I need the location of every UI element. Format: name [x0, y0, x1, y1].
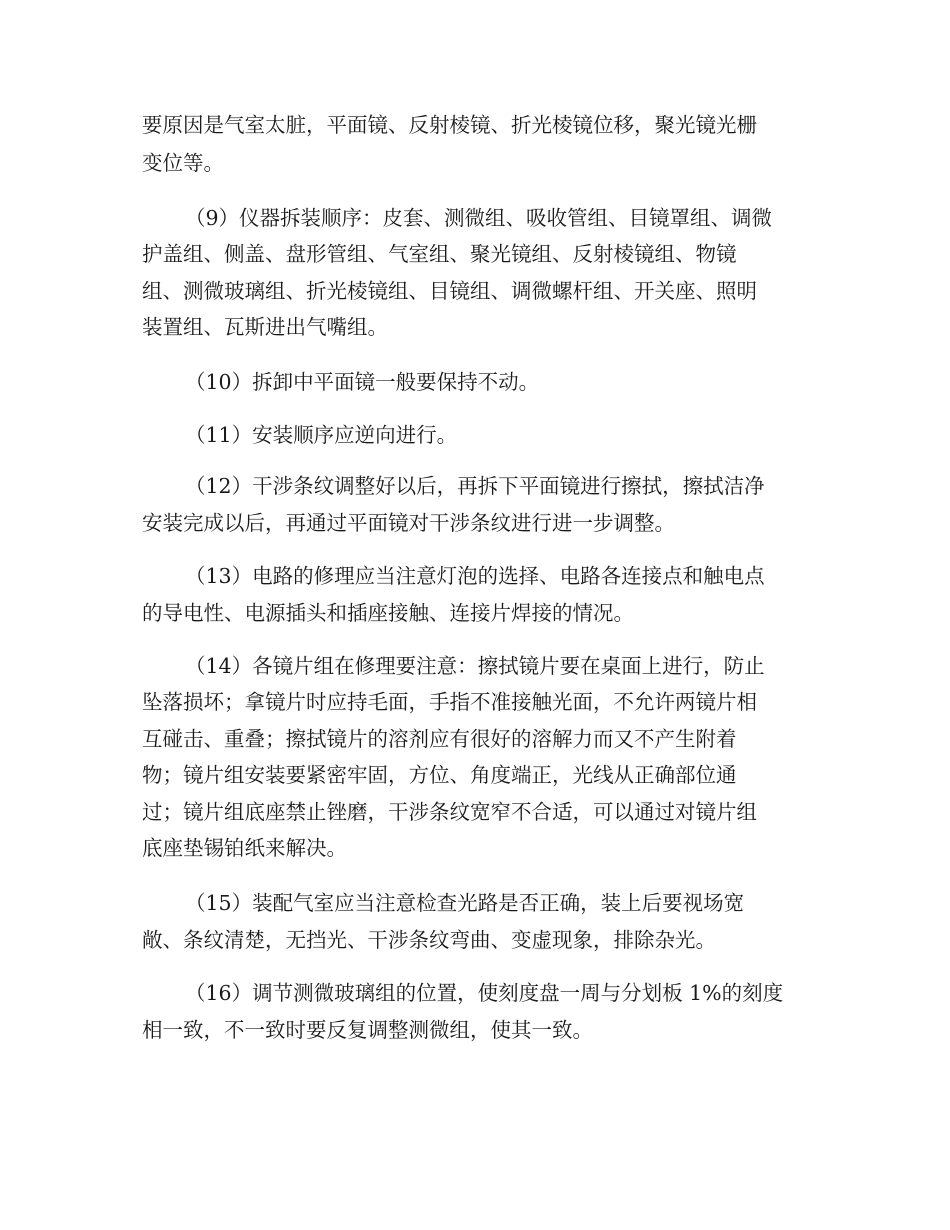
- text-line: （14）各镜片组在修理要注意：擦拭镜片要在桌面上进行，防止: [185, 654, 765, 678]
- text-line: （12）干涉条纹调整好以后，再拆下平面镜进行擦拭，擦拭洁净: [185, 474, 765, 498]
- text-line: 变位等。: [142, 151, 224, 175]
- text-line: 的导电性、电源插头和插座接触、连接片焊接的情况。: [142, 601, 634, 625]
- text-line: （10）拆卸中平面镜一般要保持不动。: [185, 370, 540, 394]
- text-line: （16）调节测微玻璃组的位置，使刻度盘一周与分划板 1%的刻度: [185, 981, 784, 1005]
- text-line: 护盖组、侧盖、盘形管组、气室组、聚光镜组、反射棱镜组、物镜: [142, 242, 737, 266]
- text-line: （13）电路的修理应当注意灯泡的选择、电路各连接点和触电点: [185, 564, 765, 588]
- text-line: 组、测微玻璃组、折光棱镜组、目镜组、调微螺杆组、开关座、照明: [142, 279, 757, 303]
- text-line: （11）安装顺序应逆向进行。: [185, 423, 458, 447]
- text-line: 互碰击、重叠；擦拭镜片的溶剂应有很好的溶解力而又不产生附着: [142, 727, 737, 751]
- text-line: 底座垫锡铂纸来解决。: [142, 836, 347, 860]
- text-line: 要原因是气室太脏，平面镜、反射棱镜、折光棱镜位移，聚光镜光栅: [142, 113, 757, 137]
- text-line: 敞、条纹清楚，无挡光、干涉条纹弯曲、变虚现象，排除杂光。: [142, 928, 716, 952]
- text-line: 坠落损坏；拿镜片时应持毛面，手指不准接触光面，不允许两镜片相: [142, 690, 757, 714]
- text-line: 物；镜片组安装要紧密牢固，方位、角度端正，光线从正确部位通: [142, 763, 737, 787]
- text-line: 安装完成以后，再通过平面镜对干涉条纹进行进一步调整。: [142, 511, 675, 535]
- text-line: 过；镜片组底座禁止锉磨，干涉条纹宽窄不合适，可以通过对镜片组: [142, 800, 757, 824]
- text-line: 相一致，不一致时要反复调整测微组，使其一致。: [142, 1018, 593, 1042]
- text-line: （15）装配气室应当注意检查光路是否正确，装上后要视场宽: [185, 891, 745, 915]
- text-line: （9）仪器拆装顺序：皮套、测微组、吸收管组、目镜罩组、调微: [185, 206, 773, 230]
- text-line: 装置组、瓦斯进出气嘴组。: [142, 315, 388, 339]
